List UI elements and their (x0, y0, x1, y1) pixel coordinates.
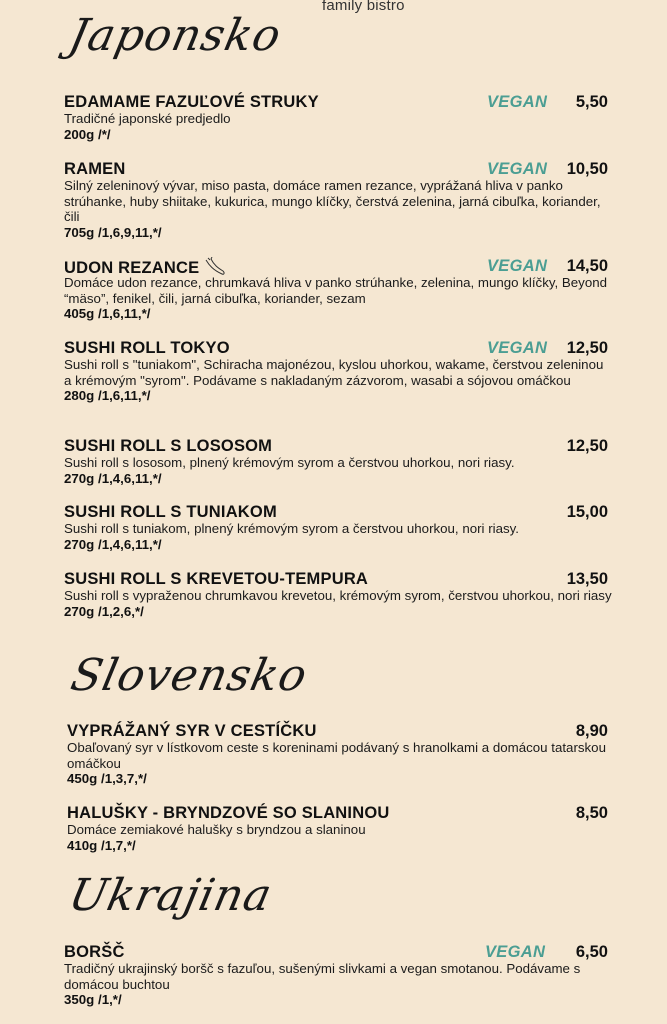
item-name: EDAMAME FAZUĽOVÉ STRUKY (64, 93, 319, 111)
item-description: Domáce udon rezance, chrumkavá hliva v panko strúhanke, zelenina, mungo klíčky, Beyond “mäso”, fenikel, čili, jarná cibuľka, koriander, sezam (64, 275, 608, 306)
item-description: Silný zeleninový vývar, miso pasta, domáce ramen rezance, vyprážaná hliva v panko strúhanke, huby shiitake, kukurica, mungo klíčky, čerstvá zelenina, jarná cibuľka, koriander, čili (64, 178, 601, 224)
menu-item (64, 503, 614, 553)
item-weight-allergens: 350g /1,*/ (64, 992, 122, 1007)
item-description: Sushi roll s "tuniakom", Schiracha majonézou, kyslou uhorkou, wakame, čerstvou zeleninou a krémovým "syrom". Podávame s nakladaným zázvorom, wasabi a sójovou omáčkou (64, 357, 604, 388)
item-description: Sushi roll s tuniakom, plnený krémovým syrom a čerstvou uhorkou, nori riasy. (64, 521, 519, 536)
menu-item (67, 722, 617, 787)
item-name: SUSHI ROLL S TUNIAKOM (64, 503, 277, 521)
item-description: Sushi roll s lososom, plnený krémovým syrom a čerstvou uhorkou, nori riasy. (64, 455, 515, 470)
menu-item (64, 257, 614, 322)
item-price: 12,50 (566, 437, 608, 455)
item-weight-allergens: 270g /1,2,6,*/ (64, 603, 144, 619)
item-price: 8,50 (575, 804, 608, 822)
menu-item (64, 339, 614, 404)
item-price: 5,50 (575, 93, 608, 111)
item-description: Sushi roll s vypraženou chrumkavou krevetou, krémovým syrom, čerstvou uhorkou, nori riasy (64, 588, 612, 603)
section-title-ukrajina: Ukrajina (64, 870, 277, 921)
item-description: Tradičné japonské predjedlo (64, 111, 231, 126)
item-weight-allergens: 705g /1,6,9,11,*/ (64, 224, 162, 240)
item-name: HALUŠKY - BRYNDZOVÉ SO SLANINOU (67, 804, 390, 822)
item-weight-allergens: 450g /1,3,7,*/ (67, 771, 147, 786)
item-weight-allergens: 200g /*/ (64, 126, 111, 142)
item-weight-allergens: 410g /1,7,*/ (67, 837, 136, 853)
item-price: 10,50 (566, 160, 608, 178)
menu-item (64, 93, 614, 143)
vegan-badge: VEGAN (487, 93, 548, 111)
vegan-badge: VEGAN (487, 257, 548, 275)
item-price: 14,50 (566, 257, 608, 275)
item-price: 6,50 (575, 943, 608, 961)
item-weight-allergens: 280g /1,6,11,*/ (64, 388, 151, 403)
item-name: BORŠČ (64, 943, 125, 961)
item-name (64, 257, 227, 282)
item-weight-allergens: 270g /1,4,6,11,*/ (64, 536, 162, 552)
item-weight-allergens: 270g /1,4,6,11,*/ (64, 470, 162, 486)
vegan-badge: VEGAN (487, 339, 548, 357)
item-description: Tradičný ukrajinský boršč s fazuľou, sušenými slivkami a vegan smotanou. Podávame s domácou buchtou (64, 961, 581, 992)
item-description: Domáce zemiakové halušky s bryndzou a slaninou (67, 822, 366, 837)
section-title-slovensko: Slovensko (66, 650, 313, 701)
item-price: 12,50 (566, 339, 608, 357)
vegan-badge: VEGAN (487, 160, 548, 178)
item-name: SUSHI ROLL S LOSOSOM (64, 437, 273, 455)
item-description: Obaľovaný syr v lístkovom ceste s koreninami podávaný s hranolkami a domácou tatarskou omáčkou (67, 740, 606, 771)
menu-item (64, 943, 614, 1008)
item-name-text: UDON REZANCE (64, 259, 200, 277)
vegan-badge: VEGAN (485, 943, 546, 961)
item-price: 8,90 (575, 722, 608, 740)
item-name: VYPRÁŽANÝ SYR V CESTÍČKU (67, 722, 317, 740)
item-name: SUSHI ROLL TOKYO (64, 339, 230, 357)
item-name: SUSHI ROLL S KREVETOU-TEMPURA (64, 570, 369, 588)
menu-item (67, 804, 617, 854)
item-price: 13,50 (566, 570, 608, 588)
item-price: 15,00 (566, 503, 608, 521)
chili-pepper-icon (203, 257, 227, 282)
menu-item (64, 570, 614, 620)
item-name: RAMEN (64, 160, 126, 178)
tagline: family bistro (322, 0, 405, 14)
menu-item (64, 437, 614, 487)
section-title-japonsko: Japonsko (64, 10, 287, 61)
menu-item (64, 160, 614, 241)
item-weight-allergens: 405g /1,6,11,*/ (64, 306, 151, 321)
